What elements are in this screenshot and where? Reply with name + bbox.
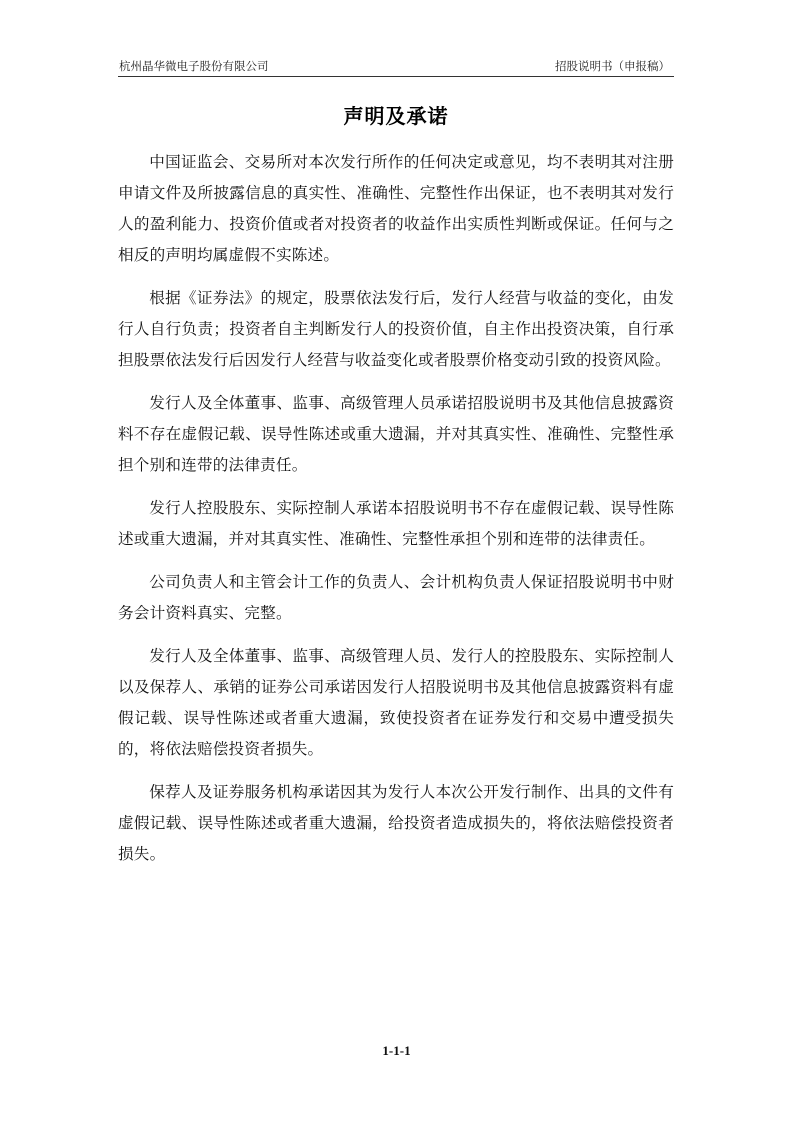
paragraph-directors-commitment: 发行人及全体董事、监事、高级管理人员承诺招股说明书及其他信息披露资料不存在虚假记载、误导性陈述或重大遗漏，并对其真实性、准确性、完整性承担个别和连带的法律责任。	[118, 394, 674, 474]
document-type: 招股说明书（申报稿）	[555, 59, 670, 73]
paragraph-controller-commitment: 发行人控股股东、实际控制人承诺本招股说明书不存在虚假记载、误导性陈述或重大遗漏，并对其真实性、准确性、完整性承担个别和连带的法律责任。	[118, 499, 674, 548]
declaration-body	[118, 147, 674, 882]
header-divider	[118, 76, 674, 77]
paragraph-compensation-commitment: 发行人及全体董事、监事、高级管理人员、发行人的控股股东、实际控制人以及保荐人、承销的证券公司承诺因发行人招股说明书及其他信息披露资料有虚假记载、误导性陈述或者重大遗漏，致使投资者在证券发行和交易中遭受损失的，将依法赔偿投资者损失。	[118, 647, 674, 758]
paragraph-securities-law: 根据《证券法》的规定，股票依法发行后，发行人经营与收益的变化，由发行人自行负责；投资者自主判断发行人的投资价值，自主作出投资决策，自行承担股票依法发行后因发行人经营与收益变化或者股票价格变动引致的投资风险。	[118, 289, 674, 369]
page-title: 声明及承诺	[343, 104, 449, 128]
company-name: 杭州晶华微电子股份有限公司	[119, 59, 269, 73]
paragraph-csrc-disclaimer: 中国证监会、交易所对本次发行所作的任何决定或意见，均不表明其对注册申请文件及所披露信息的真实性、准确性、完整性作出保证，也不表明其对发行人的盈利能力、投资价值或者对投资者的收益作出实质性判断或保证。任何与之相反的声明均属虚假不实陈述。	[118, 153, 674, 264]
page-header	[118, 56, 674, 76]
paragraph-financial-guarantee: 公司负责人和主管会计工作的负责人、会计机构负责人保证招股说明书中财务会计资料真实、完整。	[118, 573, 674, 622]
paragraph-sponsor-commitment: 保荐人及证券服务机构承诺因其为发行人本次公开发行制作、出具的文件有虚假记载、误导性陈述或者重大遗漏，给投资者造成损失的，将依法赔偿投资者损失。	[118, 783, 674, 863]
page-number: 1-1-1	[382, 1043, 411, 1058]
